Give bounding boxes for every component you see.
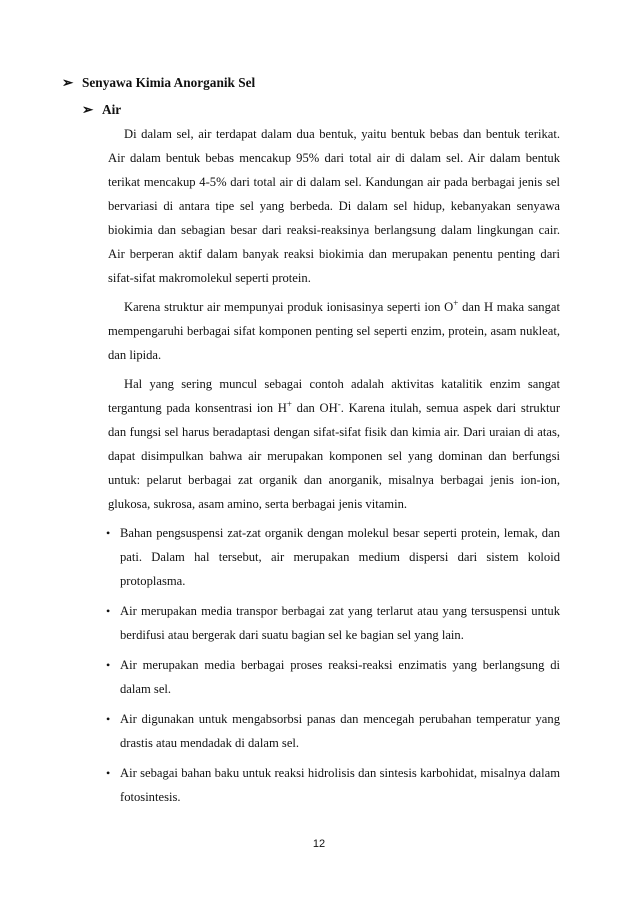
paragraph-3 [108, 372, 560, 516]
list-item-text: Air digunakan untuk mengabsorbsi panas dan mencegah perubahan temperatur yang drastis atau mendadak di dalam sel. [120, 712, 560, 750]
list-item-text: Air merupakan media transpor berbagai zat yang terlarut atau yang tersuspensi untuk berdifusi atau bergerak dari suatu bagian sel ke bagian sel yang lain. [120, 604, 560, 642]
bullet-icon: • [106, 658, 111, 672]
bullet-icon: • [106, 712, 111, 726]
arrow-bullet-icon: ➢ [62, 75, 74, 90]
list-item [108, 521, 560, 593]
paragraph-3-text-a: Hal yang sering muncul sebagai contoh adalah aktivitas katalitik enzim sangat tergantung pada konsentrasi ion H [108, 377, 560, 415]
superscript-plus: + [453, 297, 459, 308]
bullet-icon: • [106, 526, 111, 540]
bullet-icon: • [106, 604, 111, 618]
arrow-bullet-icon: ➢ [82, 102, 94, 117]
paragraph-1: Di dalam sel, air terdapat dalam dua bentuk, yaitu bentuk bebas dan bentuk terikat. Air dalam bentuk bebas mencakup 95% dari total air di dalam sel. Air dalam bentuk terikat mencakup 4-5% dari total air di dalam sel. Kandungan air pada berbagai jenis sel bervariasi di antara tipe sel yang berbeda. Di dalam sel hidup, kebanyakan senyawa biokimia dan sebagian besar dari reaksi-reaksinya berlangsung dalam lingkungan cair. Air berperan aktif dalam banyak reaksi biokimia dan merupakan penentu penting dari sifat-sifat makromolekul seperti protein. [108, 127, 560, 285]
page-number: 12 [312, 838, 326, 850]
paragraph-2-text-a: Karena struktur air mempunyai produk ionisasinya seperti ion O [124, 300, 454, 314]
list-item [108, 707, 560, 755]
bullet-icon: • [106, 766, 111, 780]
paragraph-2 [108, 295, 560, 367]
list-item-text: Air merupakan media berbagai proses reaksi-reaksi enzimatis yang berlangsung di dalam sel. [120, 658, 560, 696]
section-heading [62, 75, 255, 91]
paragraph-3-text-b: dan OH [291, 401, 338, 415]
list-item [108, 653, 560, 701]
list-item-text: Bahan pengsuspensi zat-zat organik dengan molekul besar seperti protein, lemak, dan pati. Dalam hal tersebut, air merupakan medium dispersi dari sistem koloid protoplasma. [120, 526, 560, 588]
body-text [108, 122, 560, 815]
list-item [108, 761, 560, 809]
bullet-list [108, 521, 560, 809]
paragraph-3-text-c: . Karena itulah, semua aspek dari struktur dan fungsi sel harus beradaptasi dengan sifat-sifat fisik dan kimia air. Dari uraian di atas, dapat disimpulkan bahwa air merupakan komponen sel yang dominan dan berfungsi untuk: pelarut berbagai zat organik dan anorganik, misalnya berbagai jenis ion-ion, glukosa, sukrosa, asam amino, serta berbagai jenis vitamin. [108, 401, 561, 511]
list-item-text: Air sebagai bahan baku untuk reaksi hidrolisis dan sintesis karbohidat, misalnya dalam fotosintesis. [120, 766, 560, 804]
superscript-plus: + [286, 398, 292, 409]
list-item [108, 599, 560, 647]
paragraph-2-text-b: dan H maka sangat mempengaruhi berbagai sifat komponen penting sel seperti enzim, protein, asam nukleat, dan lipida. [108, 300, 560, 362]
superscript-minus: - [337, 398, 341, 409]
subsection-heading [82, 102, 121, 118]
section-heading-text: Senyawa Kimia Anorganik Sel [82, 75, 256, 90]
subsection-heading-text: Air [102, 102, 122, 117]
